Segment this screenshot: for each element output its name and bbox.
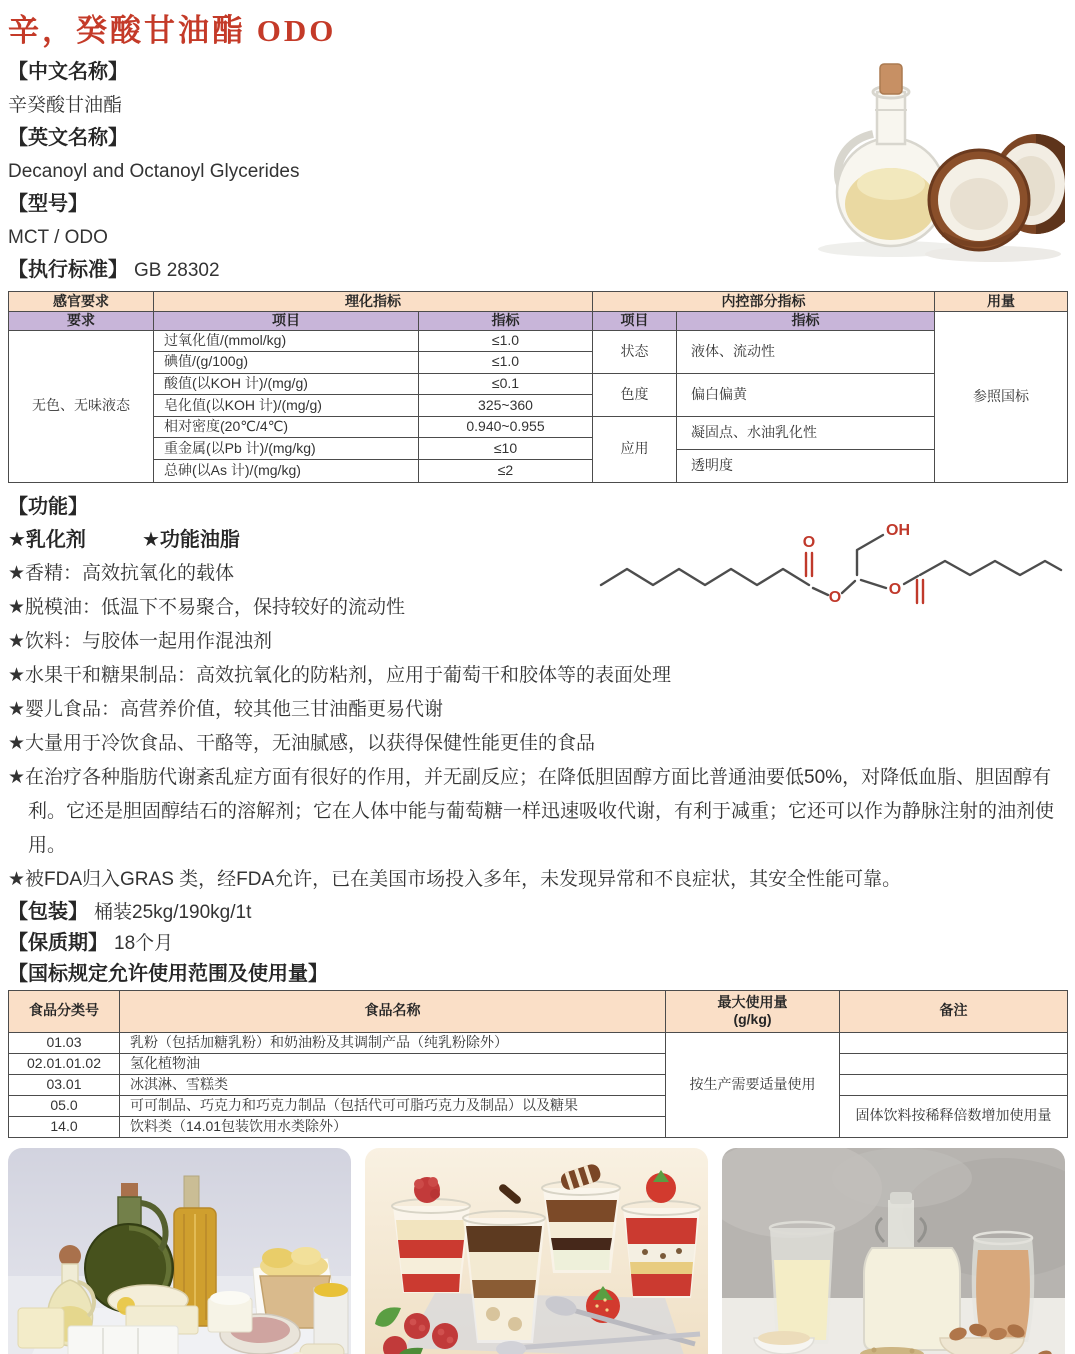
carbonyl-o-label: O <box>802 533 816 551</box>
dosage-value-cell: 参照国标 <box>935 312 1068 483</box>
physchem-item: 碘值/(g/100g) <box>154 351 419 373</box>
header-food-code: 食品分类号 <box>9 990 120 1032</box>
remark-value-cell: 固体饮料按稀释倍数增加使用量 <box>840 1095 1068 1137</box>
en-name-label: 【英文名称】 <box>8 127 128 149</box>
subheader-item-2: 项目 <box>593 312 677 331</box>
oils-butter-photo <box>8 1148 351 1354</box>
function-item: ★香精：高效抗氧化的载体 <box>8 562 235 584</box>
packaging-value: 桶装25kg/190kg/1t <box>94 901 252 923</box>
spec-table <box>8 291 1068 483</box>
shelf-life-line <box>8 928 1067 959</box>
function-item: ★婴儿食品：高营养价值，较其他三甘油酯更易代谢 <box>8 698 444 720</box>
usage-section-heading: 【国标规定允许使用范围及使用量】 <box>8 962 328 985</box>
physchem-value: ≤10 <box>419 438 593 460</box>
physchem-item: 相对密度(20℃/4℃) <box>154 416 419 437</box>
spec-header-row-1 <box>9 292 1068 312</box>
function-item: ★饮料：与胶体一起用作混浊剂 <box>8 630 273 652</box>
max-usage-cell: 按生产需要适量使用 <box>666 1032 840 1137</box>
food-name: 冰淇淋、雪糕类 <box>120 1074 666 1095</box>
food-name: 饮料类（14.01包装饮用水类除外） <box>120 1116 666 1137</box>
subheader-index-2: 指标 <box>677 312 935 331</box>
header-max-usage: 最大使用量 (g/kg) <box>666 990 840 1032</box>
function-item: ★在治疗各种脂肪代谢紊乱症方面有很好的作用，并无副反应；在降低胆固醇方面比普通油要低50%，对降低血脂、胆固醇有利。它还是胆固醇结石的溶解剂；它在人体中能与葡萄糖一样迅速吸收代谢，有利于减重；它还可以作为静脉注射的油剂使用。 <box>8 766 1055 856</box>
table-row <box>9 416 1068 427</box>
usage-header-row <box>9 990 1068 1032</box>
table-row <box>9 1053 1068 1074</box>
physchem-value: 325~360 <box>419 394 593 416</box>
function-item: ★被FDA归入GRAS 类，经FDA允许，已在美国市场投入多年，未发现异常和不良症状，其安全性能可靠。 <box>8 868 902 890</box>
physchem-value: ≤0.1 <box>419 373 593 394</box>
table-row <box>9 1095 1068 1116</box>
subheader-item-1: 项目 <box>154 312 419 331</box>
header-remark: 备注 <box>840 990 1068 1032</box>
internal-value: 偏白偏黄 <box>677 373 935 416</box>
cn-name-label: 【中文名称】 <box>8 61 128 83</box>
function-item: ★大量用于冷饮食品、干酪等，无油腻感，以获得保健性能更佳的食品 <box>8 732 596 754</box>
function-bold-item: ★乳化剂 <box>8 528 86 551</box>
model-value: MCT / ODO <box>8 227 108 248</box>
model-label: 【型号】 <box>8 193 88 215</box>
usage-table <box>8 990 1068 1138</box>
cn-name-value: 辛癸酸甘油酯 <box>8 95 123 116</box>
packaging-line <box>8 897 1067 928</box>
ester-o-right-label: O <box>888 580 902 598</box>
sensory-value-cell: 无色、无味液态 <box>9 330 154 482</box>
function-bold-item: ★功能油脂 <box>141 528 240 551</box>
internal-value: 液体、流动性 <box>677 330 935 373</box>
table-row <box>9 1032 1068 1053</box>
food-code: 01.03 <box>9 1032 120 1053</box>
physchem-item: 总砷(以As 计)/(mg/kg) <box>154 460 419 483</box>
remark-cell <box>840 1074 1068 1095</box>
food-code: 05.0 <box>9 1095 120 1116</box>
header-physchem: 理化指标 <box>154 292 593 312</box>
shelf-life-label: 【保质期】 <box>8 931 108 954</box>
subheader-req: 要求 <box>9 312 154 331</box>
coconut-oil-photo <box>793 34 1065 266</box>
food-code: 02.01.01.02 <box>9 1053 120 1074</box>
internal-item: 应用 <box>593 416 677 482</box>
food-name: 氢化植物油 <box>120 1053 666 1074</box>
physchem-item: 重金属(以Pb 计)/(mg/kg) <box>154 438 419 460</box>
table-row <box>9 1074 1068 1095</box>
en-name-value: Decanoyl and Octanoyl Glycerides <box>8 161 300 182</box>
packaging-label: 【包装】 <box>8 900 88 923</box>
spec-header-row-2 <box>9 312 1068 331</box>
remark-cell <box>840 1032 1068 1053</box>
bottom-photo-strip <box>8 1148 1067 1354</box>
table-row <box>9 330 1068 341</box>
molecule-diagram <box>595 505 1067 607</box>
remark-cell <box>840 1053 1068 1074</box>
table-row <box>9 373 1068 384</box>
page-title: 辛，癸酸甘油酯 ODO <box>8 13 337 48</box>
internal-item: 状态 <box>593 330 677 373</box>
food-code: 14.0 <box>9 1116 120 1137</box>
standard-label: 【执行标准】 <box>8 259 128 281</box>
header-sensory: 感官要求 <box>9 292 154 312</box>
functions-heading: 【功能】 <box>8 495 88 518</box>
milk-photo <box>722 1148 1065 1354</box>
function-item: ★水果干和糖果制品：高效抗氧化的防粘剂，应用于葡萄干和胶体等的表面处理 <box>8 664 672 686</box>
function-item: ★脱模油：低温下不易聚合，保持较好的流动性 <box>8 596 406 618</box>
hydroxyl-label: OH <box>886 521 910 539</box>
shelf-life-value: 18个月 <box>114 932 174 954</box>
food-name: 乳粉（包括加糖乳粉）和奶油粉及其调制产品（纯乳粉除外） <box>120 1032 666 1053</box>
physchem-value: ≤1.0 <box>419 351 593 373</box>
physchem-item: 皂化值(以KOH 计)/(mg/g) <box>154 394 419 416</box>
functions-section <box>8 491 1067 897</box>
physchem-value: ≤2 <box>419 460 593 483</box>
header-dosage: 用量 <box>935 292 1068 312</box>
ester-o-left-label: O <box>828 588 842 606</box>
physchem-value: ≤1.0 <box>419 330 593 351</box>
physchem-value: 0.940~0.955 <box>419 416 593 437</box>
desserts-photo <box>365 1148 708 1354</box>
physchem-item: 酸值(以KOH 计)/(mg/g) <box>154 373 419 394</box>
physchem-item: 过氧化值/(mmol/kg) <box>154 330 419 351</box>
header-internal: 内控部分指标 <box>593 292 935 312</box>
internal-value: 凝固点、水油乳化性 <box>677 416 935 449</box>
standard-value: GB 28302 <box>134 260 220 281</box>
internal-value: 透明度 <box>677 449 935 482</box>
food-name: 可可制品、巧克力和巧克力制品（包括代可可脂巧克力及制品）以及糖果 <box>120 1095 666 1116</box>
subheader-index-1: 指标 <box>419 312 593 331</box>
internal-item: 色度 <box>593 373 677 416</box>
header-food-name: 食品名称 <box>120 990 666 1032</box>
food-code: 03.01 <box>9 1074 120 1095</box>
